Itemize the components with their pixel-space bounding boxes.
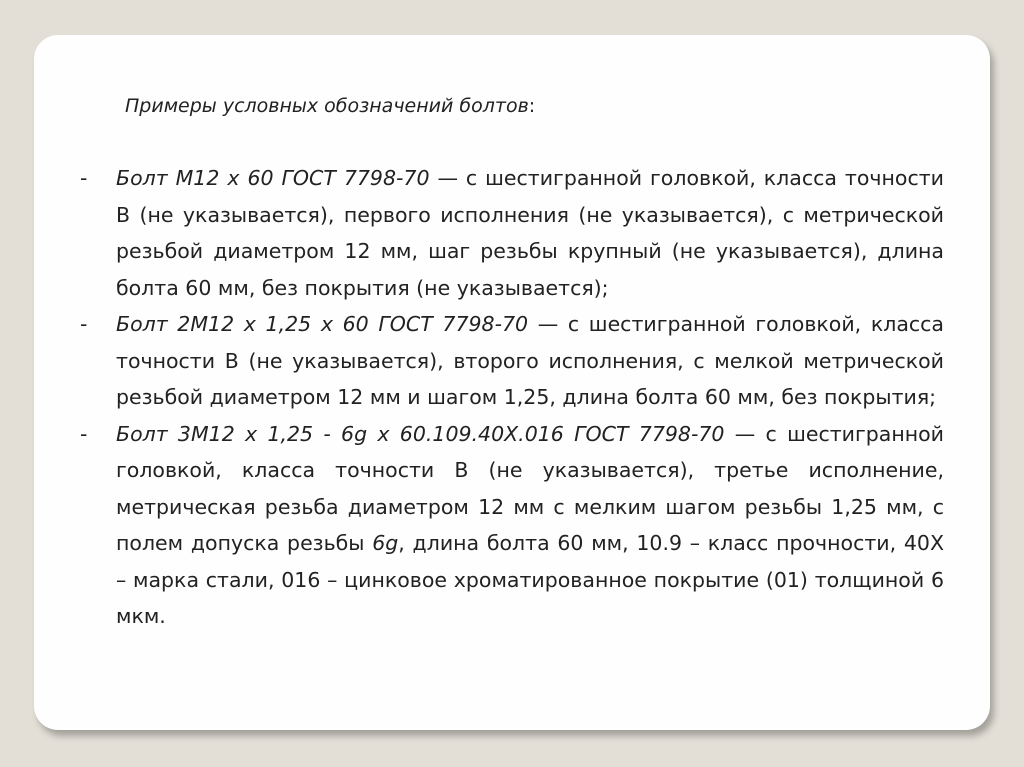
slide-title-text: Примеры условных обозначений болтов (125, 95, 529, 117)
list-item-bolt-1 (80, 160, 944, 306)
bolt-designation: Болт М12 х 60 ГОСТ 7798-70 (116, 166, 430, 190)
bolt-description-part-b: , длина болта 60 мм, 10.9 – класс прочности, 40Х – марка стали, 016 – цинковое хроматированное покрытие (01) толщиной 6 мкм. (116, 531, 944, 628)
list-item-bolt-3 (80, 416, 944, 635)
bolt-designation: Болт 2М12 х 1,25 х 60 ГОСТ 7798-70 (116, 312, 529, 336)
bolt-designation: Болт 3М12 х 1,25 - 6g х 60.109.40Х.016 ГОСТ 7798-70 (116, 421, 725, 446)
slide-title (125, 95, 535, 117)
list-item-bolt-2 (80, 306, 944, 416)
bolt-description: — с шестигранной головкой, класса точности В (не указывается), второго исполнения, с мелкой метрической резьбой диаметром 12 мм и шагом 1,25, длина болта 60 мм, без покрытия; (116, 312, 944, 409)
bullet-dash: - (80, 421, 88, 446)
thread-tolerance: 6g (372, 531, 399, 555)
slide-title-colon: : (528, 95, 536, 117)
bullet-dash: - (80, 166, 88, 190)
bolt-designation-list (80, 160, 944, 635)
bullet-dash: - (80, 312, 88, 336)
bolt-description: — с шестигранной головкой, класса точности В (не указывается), первого исполнения (не указывается), с метрической резьбой диаметром 12 мм, шаг резьбы крупный (не указывается), длина болта 60 мм, без покрытия (не указывается); (116, 166, 944, 300)
slide-card (34, 35, 990, 730)
bolt-description-part-a: — с шестигранной головкой, класса точности В (не указывается), третье исполнение, метрическая резьба диаметром 12 мм с мелким шагом резьбы 1,25 мм, с полем допуска резьбы (116, 421, 944, 555)
